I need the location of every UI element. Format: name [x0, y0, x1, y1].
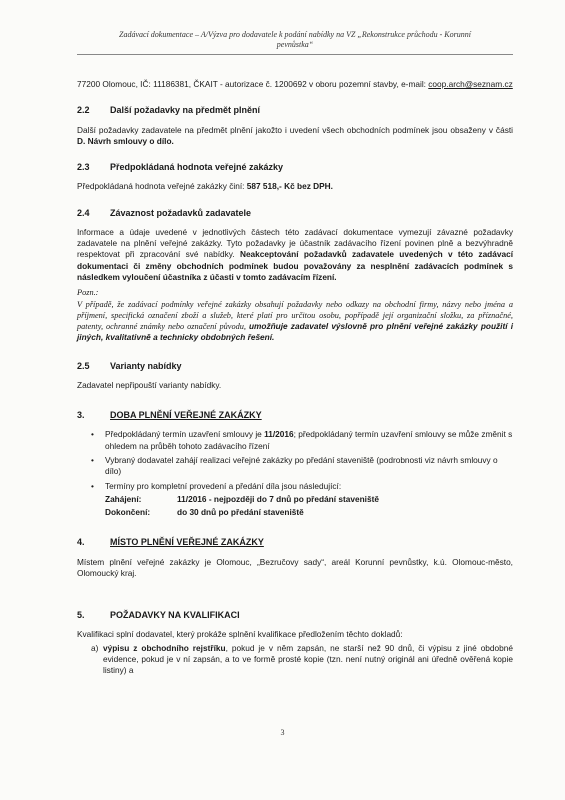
intro-text: 77200 Olomouc, IČ: 11186381, ČKAIT - autorizace č. 1200692 v oboru pozemní stavby, e-mail: [77, 79, 426, 89]
header-line-1: Zadávací dokumentace – A/Výzva pro dodavatele k podání nabídky na VZ „Rekonstrukce průchodu - Korunní [119, 30, 471, 39]
list-item: • Termíny pro kompletní provedení a předání díla jsou následující: Zahájení: 11/2016 - nejpozději do 7 dnů po předání staveniště Dokončení: do 30 dnů po předání staveniště [105, 481, 513, 519]
list-item: • Vybraný dodavatel zahájí realizaci veřejné zakázky po předání staveniště (podrobnosti viz návrh smlouvy o dílo) [105, 455, 513, 478]
note-label: Pozn.: [77, 288, 99, 298]
header-line-2: pevnůstka“ [276, 40, 314, 49]
section-5 [77, 609, 513, 621]
qualification-list [77, 643, 513, 677]
section-5-text: Kvalifikaci splní dodavatel, který prokáže splnění kvalifikace předložením těchto dokladů: [77, 629, 403, 640]
section-2-4 [77, 207, 513, 219]
section-heading: 4. MÍSTO PLNĚNÍ VEŘEJNÉ ZAKÁZKY [77, 537, 264, 548]
section-2-3 [77, 161, 513, 173]
section-heading: 2.5 Varianty nabídky [77, 360, 182, 371]
section-4-text: Místem plnění veřejné zakázky je Olomouc, „Bezručovy sady“, areál Korunní pevnůstky, k.ú. Olomouc-město, Olomoucký kraj. [77, 556, 513, 578]
section-3-list [77, 429, 513, 518]
section-2-5-text: Zadavatel nepřipouští varianty nabídky. [77, 379, 222, 390]
section-2-4-text: Informace a údaje uvedené v jednotlivých částech této zadávací dokumentace vymezují závazné požadavky zadavatele na plnění veřejné zakázky. Tyto požadavky je účastník zadávacího řízení povinen plně a bezvýhradně respektovat při zpracování své nabídky. Neakceptování požadavků zadavatele uvedených v této zadávací dokumentaci či změny obchodních podmínek budou považovány za nesplnění zadávacích podmínek s následkem vyloučení účastníka z účasti v tomto zadávacím řízení. [77, 226, 514, 282]
page-number: 3 [280, 728, 285, 737]
section-heading: 3. DOBA PLNĚNÍ VEŘEJNÉ ZAKÁZKY [77, 410, 262, 421]
section-heading: 2.3 Předpokládaná hodnota veřejné zakázky [77, 162, 284, 173]
list-item: a) výpisu z obchodního rejstříku, pokud je v něm zapsán, ne starší než 90 dnů, či výpisu z jiné obdobné evidence, pokud je v ní zapsán, a to ve formě prosté kopie (tzn. není nutný originál ani úředně ověřená kopie listiny) a [91, 642, 513, 676]
section-2-2 [77, 104, 513, 116]
page-header [77, 30, 513, 55]
estimated-value: 587 518,- Kč bez DPH. [246, 181, 333, 192]
section-3 [77, 409, 513, 421]
section-4 [77, 536, 513, 548]
section-heading: 2.2 Další požadavky na předmět plnění [77, 105, 261, 116]
end-row: Dokončení: do 30 dnů po předání staveniště [105, 507, 304, 518]
section-heading: 2.4 Závaznost požadavků zadavatele [77, 207, 252, 218]
section-heading: 5. POŽADAVKY NA KVALIFIKACI [77, 610, 240, 621]
note-paragraph: V případě, že zadávací podmínky veřejné zakázky obsahují požadavky nebo odkazy na obchodní firmy, názvy nebo jména a příjmení, specifická označení zboží a služeb, které platí pro určitou osobu, popřípadě její organizační složku, za příznačné, patenty, ochranné známky nebo označení původu, umožňuje zadavatel výslovně pro plnění veřejné zakázky použití i jiných, kvalitativně a technicky obdobných řešení. [77, 299, 514, 343]
section-2-2-text: Další požadavky zadavatele na předmět plnění jakožto i uvedení všech obchodních podmínek jsou obsaženy v části D. Návrh smlouvy o dílo. [77, 124, 513, 146]
email-link[interactable]: coop.arch@seznam.cz [428, 79, 513, 89]
intro-paragraph [77, 79, 513, 90]
list-item: • Předpokládaný termín uzavření smlouvy je 11/2016; předpokládaný termín uzavření smlouvy se může změnit s ohledem na průběh tohoto zadávacího řízení [105, 429, 513, 452]
section-2-5 [77, 360, 513, 372]
start-row: Zahájení: 11/2016 - nejpozději do 7 dnů po předání staveniště [105, 493, 379, 504]
section-2-3-text: Předpokládaná hodnota veřejné zakázky činí: 587 518,- Kč bez DPH. [77, 181, 333, 192]
